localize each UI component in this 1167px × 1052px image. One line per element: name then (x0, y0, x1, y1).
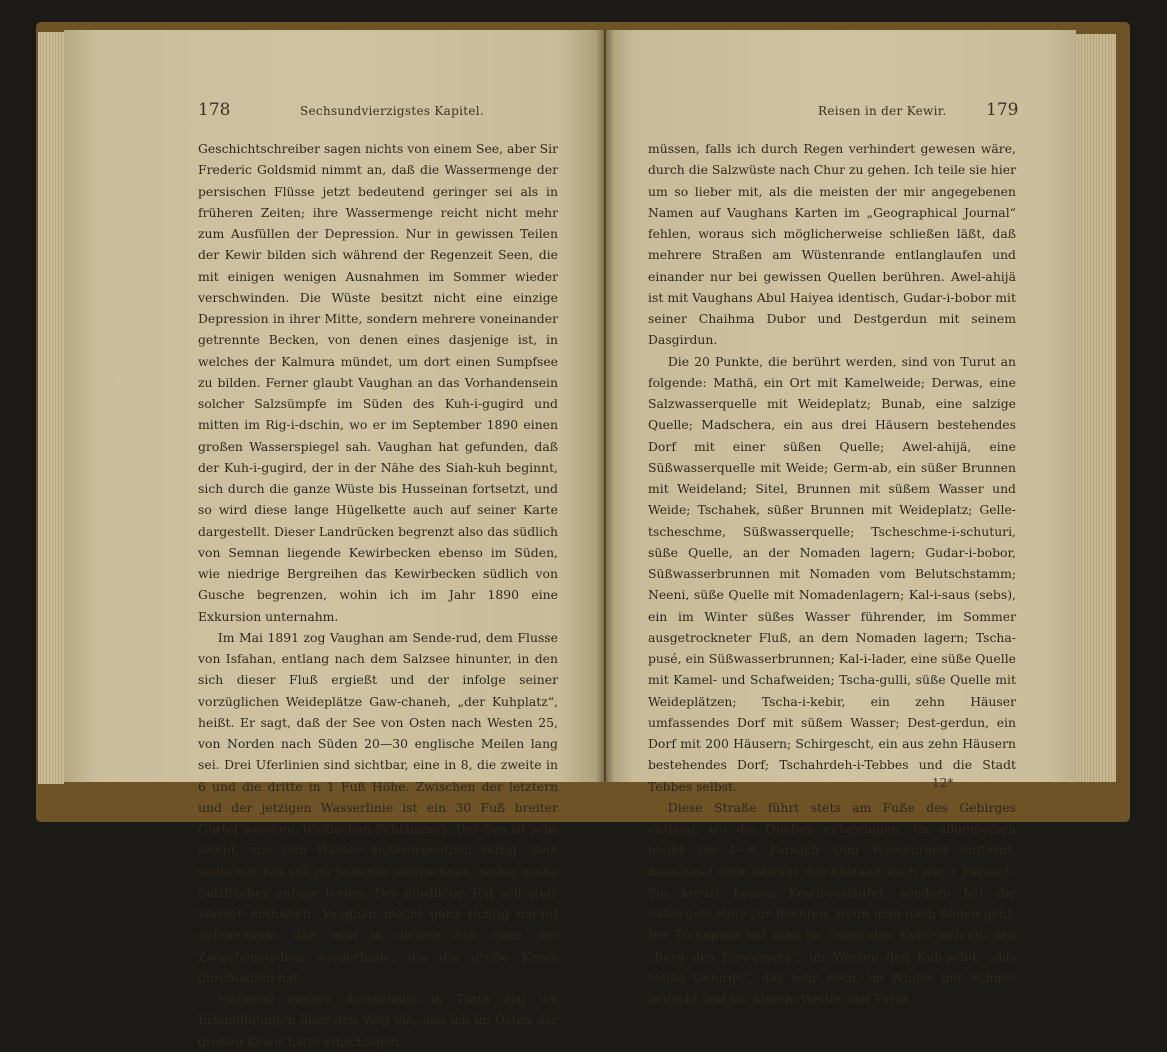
printer-signature: 12* (932, 776, 954, 790)
right-page-body (648, 138, 1016, 1009)
left-page-edges (38, 32, 64, 784)
paragraph: Geschichtschreiber sagen nichts von einem See, aber Sir Frederic Goldsmid nimmt an, daß die Wassermenge der persischen Flüsse jetzt bedeutend geringer sei als in früheren Zeiten; ihre Wassermenge reicht nicht mehr zum Ausfüllen der Depression. Nur in gewissen Teilen der Kewir bilden sich während der Regenzeit Seen, die mit einigen wenigen Ausnahmen im Sommer wieder verschwinden. Die Wüste besitzt nicht eine einzige Depression in ihrer Mitte, sondern mehrere voneinander getrennte Becken, von denen eines dasjenige ist, in welches der Kalmura mündet, um dort einen Sumpfsee zu bilden. Ferner glaubt Vaughan an das Vorhandensein solcher Salzsümpfe im Süden des Kuh-i-gugird und mitten im Rig-i-dschin, wo er im September 1890 einen großen Wasserspiegel sah. Vaughan hat gefunden, daß der Kuh-i-gugird, der in der Nähe des Siah-kuh beginnt, sich durch die ganze Wüste bis Husseinan fortsetzt, und so wird diese lange Hügelkette auch auf seiner Karte dargestellt. Dieser Landrücken begrenzt also das südlich von Semnan liegende Kewirbecken ebenso im Süden, wie niedrige Bergreihen das Kewirbecken südlich von Gusche begrenzen, wohin ich im Jahr 1890 eine Exkursion unternahm. (198, 141, 558, 624)
paragraph: Diese Straße führt stets am Fuße des Gebirges entlang, wo die Quellen entspringen. Im allgemeinen bleibt sie 4—6 Farsach vom Wüstenrand entfernt, manchmal aber beträgt der Abstand auch nur 2 Farsach. Sie kreuzt keinen Kewirausläufer, sondern hat die Salzwüste stets zur Rechten, wenn man nach Süden geht. Bei Tschapusé hat man im Osten den Kuh-i-jach-ab, den „Berg des Eiswassers“, im Westen den Kuh-sefid, „das weiße Gebirge“, das sehr hoch, im Winter mit Schnee bedeckt und bei klarem Wetter von Turut (648, 799, 1016, 1006)
left-running-head: Sechsundvierzigstes Kapitel. (300, 104, 485, 118)
paragraph: Während meines Aufenthalts in Turut zog ich Erkundigungen über den Weg ein, den ich im Osten der großen Kewir hätte einschlagen (198, 991, 558, 1049)
paragraph: Im Mai 1891 zog Vaughan am Sende-rud, dem Flusse von Isfahan, entlang nach dem Salzsee hinunter, in den sich dieser Fluß ergießt und der infolge seiner vorzüglichen Weideplätze Gaw-chaneh, „der Kuhplatz“, heißt. Er sagt, daß der See von Osten nach Westen 25, von Norden nach Süden 20—30 englische Meilen lang sei. Drei Uferlinien sind sichtbar, eine in 8, die zweite in 6 und die dritte in 1 Fuß Höhe. Zwischen der letztern und der jetzigen Wasserlinie ist ein 30 Fuß breiter Gürtel weichen, tückischen Schlammes. Der See ist sehr seicht, und sein Wasser außerordentlich salzig. Sein südlicher Teil soll im Sommer austrocknen, wobei große Salzflächen zutage treten. Der nördliche Teil soll stets Wasser enthalten. Vaughan macht ganz richtig darauf aufmerksam, daß man in diesem See eines der Zwischenstadien wiederfinde, die die große Kewir durchlaufen hat. (198, 629, 558, 985)
paragraph: müssen, falls ich durch Regen verhindert gewesen wäre, durch die Salzwüste nach Chur zu gehen. Ich teile sie hier um so lieber mit, als die meisten der mir angegebenen Namen auf Vaughans Karten im „Geographical Journal“ fehlen, woraus sich möglicherweise schließen läßt, daß mehrere Straßen am Wüstenrande entlanglaufen und einander nur bei gewissen Quellen berühren. Awel-ahijä ist mit Vaughans Abul Haiyea identisch, Gudar-i-bobor mit seiner Chaihma Dubor und Destgerdun mit seinem Dasgirdun. (648, 141, 1016, 348)
left-page-body (198, 138, 558, 1052)
book-gutter (596, 30, 614, 782)
right-page-number: 179 (986, 100, 1019, 120)
paragraph: Die 20 Punkte, die berührt werden, sind von Turut an folgende: Mathä, ein Ort mit Kamelweide; Derwas, eine Salzwasserquelle mit Weideplatz; Bunab, eine salzige Quelle; Madschera, ein aus drei Häusern bestehendes Dorf mit einer süßen Quelle; Awel-ahijä, eine Süßwasserquelle mit Weide; Germ-ab, ein süßer Brunnen mit Weideland; Sitel, Brunnen mit süßem Wasser und Weide; Tschahek, süßer Brunnen mit Weideplatz; Gelle-tscheschme, Süßwasserquelle; Tscheschme-i-schuturi, süße Quelle, an der Nomaden lagern; Gudar-i-bobor, Süßwasserbrunnen mit Nomaden vom Belutschstamm; Neeni, süße Quelle mit Nomadenlagern; Kal-i-saus (sebs), ein im Winter süßes Wasser führender, im Sommer ausgetrockneter Fluß, an dem Nomaden lagern; Tscha-pusé, ein Süßwasserbrunnen; Kal-i-lader, eine süße Quelle mit Kamel- und Schafweiden; Tscha-gulli, süße Quelle mit Weideplätzen; Tscha-i-kebir, ein zehn Häuser umfassendes Dorf mit süßem Wasser; Dest-gerdun, ein Dorf mit 200 Häusern; Schirgescht, ein aus zehn Häusern bestehendes Dorf; Tschahrdeh-i-Tebbes und die Stadt Tebbes selbst. (648, 353, 1016, 794)
right-running-head: Reisen in der Kewir. (818, 104, 947, 118)
right-page-edges (1076, 34, 1116, 782)
left-page-number: 178 (198, 100, 231, 120)
